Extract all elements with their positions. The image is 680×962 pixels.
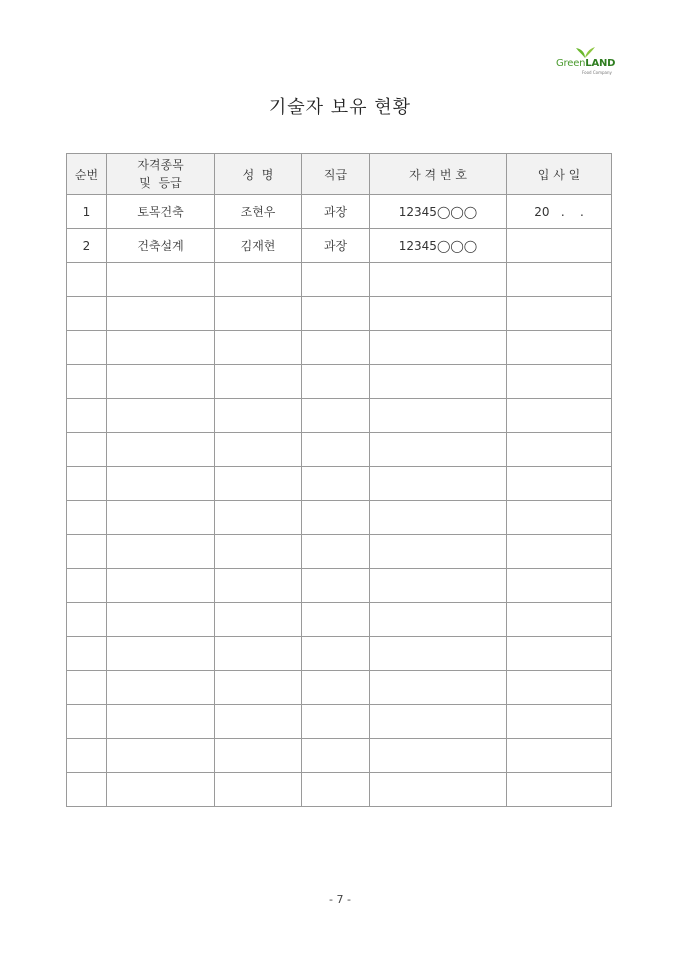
cell-rank <box>302 535 370 569</box>
cell-name <box>215 671 302 705</box>
header-license: 자 격 번 호 <box>370 154 507 195</box>
cell-rank <box>302 705 370 739</box>
cell-license <box>370 263 507 297</box>
header-type-line2: 및 등급 <box>139 176 182 190</box>
empty-table-row <box>67 535 612 569</box>
cell-no <box>67 399 107 433</box>
cell-no <box>67 501 107 535</box>
cell-license: 12345◯◯◯ <box>370 229 507 263</box>
cell-date <box>507 297 612 331</box>
cell-date <box>507 773 612 807</box>
cell-name <box>215 433 302 467</box>
cell-type <box>107 501 215 535</box>
cell-type <box>107 773 215 807</box>
cell-date <box>507 535 612 569</box>
cell-rank <box>302 603 370 637</box>
cell-date: 20 . . <box>507 195 612 229</box>
cell-license <box>370 569 507 603</box>
empty-table-row <box>67 739 612 773</box>
empty-table-row <box>67 467 612 501</box>
header-date: 입 사 일 <box>507 154 612 195</box>
cell-license <box>370 297 507 331</box>
empty-table-row <box>67 671 612 705</box>
cell-name <box>215 263 302 297</box>
cell-rank <box>302 399 370 433</box>
cell-date <box>507 501 612 535</box>
cell-date <box>507 603 612 637</box>
cell-type <box>107 297 215 331</box>
cell-rank <box>302 297 370 331</box>
cell-license <box>370 433 507 467</box>
cell-name <box>215 535 302 569</box>
empty-table-row <box>67 399 612 433</box>
cell-rank <box>302 433 370 467</box>
cell-rank: 과장 <box>302 195 370 229</box>
greenland-logo <box>554 46 616 76</box>
cell-no <box>67 297 107 331</box>
empty-table-row <box>67 365 612 399</box>
cell-date <box>507 365 612 399</box>
cell-license <box>370 705 507 739</box>
cell-no <box>67 569 107 603</box>
empty-table-row <box>67 637 612 671</box>
cell-type <box>107 603 215 637</box>
cell-rank <box>302 365 370 399</box>
header-no: 순번 <box>67 154 107 195</box>
empty-table-row <box>67 331 612 365</box>
cell-name <box>215 501 302 535</box>
empty-table-row <box>67 263 612 297</box>
empty-table-row <box>67 705 612 739</box>
cell-name <box>215 365 302 399</box>
staff-table <box>66 153 612 807</box>
page-title: 기술자 보유 현황 <box>268 97 412 118</box>
cell-no <box>67 331 107 365</box>
cell-name <box>215 331 302 365</box>
cell-name: 조현우 <box>215 195 302 229</box>
cell-date <box>507 705 612 739</box>
cell-date <box>507 467 612 501</box>
cell-rank <box>302 501 370 535</box>
cell-date <box>507 433 612 467</box>
cell-rank <box>302 739 370 773</box>
cell-type <box>107 671 215 705</box>
cell-name <box>215 637 302 671</box>
cell-rank <box>302 773 370 807</box>
cell-license <box>370 535 507 569</box>
cell-rank <box>302 637 370 671</box>
cell-license <box>370 467 507 501</box>
cell-no <box>67 263 107 297</box>
header-rank: 직급 <box>302 154 370 195</box>
cell-no <box>67 535 107 569</box>
cell-rank: 과장 <box>302 229 370 263</box>
cell-type <box>107 399 215 433</box>
cell-name <box>215 467 302 501</box>
cell-no <box>67 603 107 637</box>
cell-license <box>370 739 507 773</box>
table-row <box>67 229 612 263</box>
cell-rank <box>302 467 370 501</box>
empty-table-row <box>67 603 612 637</box>
cell-name <box>215 603 302 637</box>
cell-name <box>215 297 302 331</box>
cell-date <box>507 569 612 603</box>
cell-name <box>215 773 302 807</box>
cell-type <box>107 467 215 501</box>
cell-no <box>67 671 107 705</box>
cell-type <box>107 331 215 365</box>
cell-date <box>507 331 612 365</box>
cell-no <box>67 433 107 467</box>
cell-rank <box>302 263 370 297</box>
cell-type <box>107 739 215 773</box>
cell-no <box>67 739 107 773</box>
cell-no <box>67 365 107 399</box>
cell-no <box>67 705 107 739</box>
empty-table-row <box>67 773 612 807</box>
cell-license <box>370 671 507 705</box>
cell-name: 김재현 <box>215 229 302 263</box>
table-row <box>67 195 612 229</box>
cell-license <box>370 365 507 399</box>
cell-type <box>107 433 215 467</box>
cell-license <box>370 501 507 535</box>
cell-type: 토목건축 <box>107 195 215 229</box>
cell-rank <box>302 331 370 365</box>
empty-table-row <box>67 297 612 331</box>
cell-name <box>215 399 302 433</box>
cell-no <box>67 467 107 501</box>
cell-no: 2 <box>67 229 107 263</box>
cell-date <box>507 637 612 671</box>
logo-text <box>556 58 615 69</box>
logo-text-land: LAND <box>585 58 616 69</box>
table-header-row <box>67 154 612 195</box>
cell-type <box>107 263 215 297</box>
cell-name <box>215 705 302 739</box>
cell-no <box>67 773 107 807</box>
cell-no: 1 <box>67 195 107 229</box>
cell-type <box>107 569 215 603</box>
header-type-line1: 자격종목 <box>137 158 184 172</box>
cell-no <box>67 637 107 671</box>
cell-date <box>507 671 612 705</box>
cell-name <box>215 739 302 773</box>
cell-type <box>107 535 215 569</box>
logo-tagline: Food Company <box>582 70 612 75</box>
cell-date <box>507 229 612 263</box>
cell-license <box>370 331 507 365</box>
cell-license <box>370 399 507 433</box>
cell-date <box>507 739 612 773</box>
cell-rank <box>302 671 370 705</box>
cell-rank <box>302 569 370 603</box>
cell-name <box>215 569 302 603</box>
empty-table-row <box>67 433 612 467</box>
cell-type <box>107 365 215 399</box>
empty-table-row <box>67 501 612 535</box>
header-name: 성 명 <box>215 154 302 195</box>
cell-type: 건축설계 <box>107 229 215 263</box>
cell-date <box>507 263 612 297</box>
cell-type <box>107 705 215 739</box>
cell-license <box>370 637 507 671</box>
leaf-icon <box>574 46 596 58</box>
cell-license <box>370 603 507 637</box>
header-type <box>107 154 215 195</box>
cell-license <box>370 773 507 807</box>
logo-text-green: Green <box>556 58 586 69</box>
cell-type <box>107 637 215 671</box>
page-number: - 7 - <box>329 893 351 906</box>
cell-date <box>507 399 612 433</box>
empty-table-row <box>67 569 612 603</box>
cell-license: 12345◯◯◯ <box>370 195 507 229</box>
